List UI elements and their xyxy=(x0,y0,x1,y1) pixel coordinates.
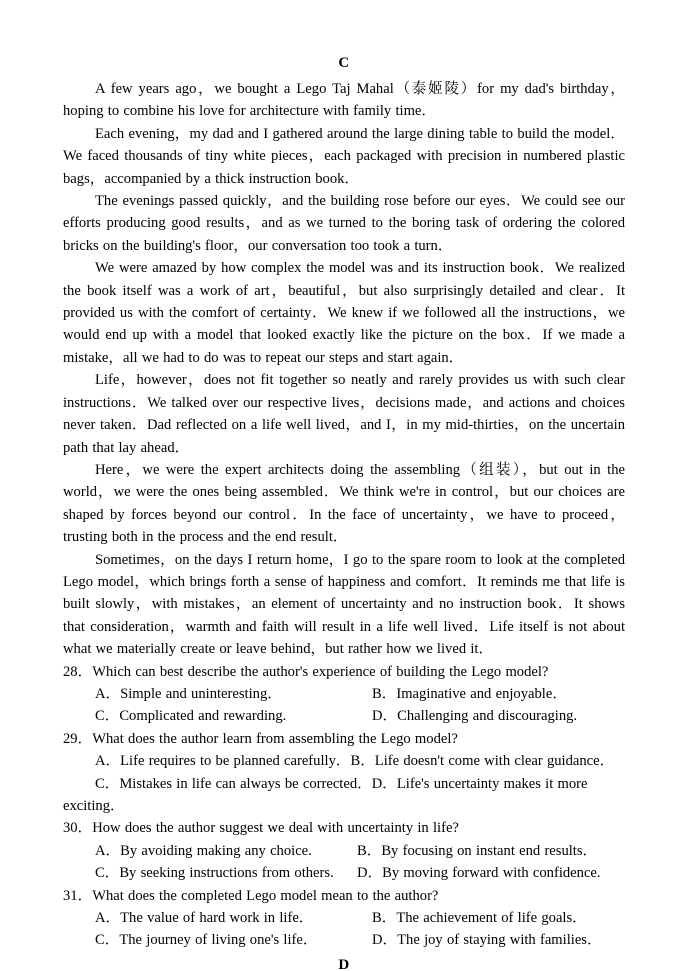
question-28-option-c[interactable]: C．Complicated and rewarding. xyxy=(95,708,287,725)
question-28-options-row-2 xyxy=(63,705,625,727)
question-30-option-d[interactable]: D．By moving forward with confidence. xyxy=(357,865,601,882)
passage-paragraph-2: Each evening，my dad and I gathered around the large dining table to build the model．We faced thousands of tiny white pieces，each packaged with precision in numbered plastic bags，accompanied by a thick instruction book． xyxy=(63,125,625,187)
question-29-options-row-3[interactable]: exciting． xyxy=(63,798,125,814)
question-28-option-d[interactable]: D．Challenging and discouraging. xyxy=(372,708,578,725)
question-30-option-b[interactable]: B．By focusing on instant end results． xyxy=(357,842,598,859)
question-28-option-b[interactable]: B．Imaginative and enjoyable． xyxy=(372,685,567,702)
section-marker-top: C xyxy=(338,55,350,71)
passage-paragraph-3: The evenings passed quickly，and the building rose before our eyes．We could see our efforts producing good results，and as we turned to the boring task of ordering the colored bricks on the building's floor，our conversation too took a turn． xyxy=(63,193,625,254)
question-31-option-d[interactable]: D．The joy of staying with families． xyxy=(372,932,602,949)
question-31-stem xyxy=(63,885,625,907)
question-30-options-row-2 xyxy=(63,862,625,884)
question-31-options-row-2 xyxy=(63,929,625,951)
question-28-text: Which can best describe the author's experience of building the Lego model? xyxy=(92,663,549,680)
question-28-number: 28． xyxy=(63,663,93,680)
question-31-option-c[interactable]: C．The journey of living one's life． xyxy=(95,932,318,949)
passage-paragraph-5: Life，however，does not fit together so neatly and rarely provides us with such clear instructions．We talked over our respective lives，decisions made，and actions and choices never taken．Dad reflected on a life well lived，and I，in my mid-thirties，on the uncertain path that lay ahead． xyxy=(63,372,625,456)
question-29-options-row-1[interactable]: A．Life requires to be planned carefully．B．Life doesn't come with clear guidance． xyxy=(95,753,615,770)
passage-paragraph-1: A few years ago，we bought a Lego Taj Mahal（泰姬陵）for my dad's birthday，hoping to combine his love for architecture with family time． xyxy=(63,81,625,120)
question-29-number: 29． xyxy=(63,730,93,747)
question-29-stem xyxy=(63,728,625,750)
passage-paragraph-7: Sometimes，on the days I return home，I go to the spare room to look at the completed Lego model，which brings forth a sense of happiness and comfort．It reminds me that life is built slowly，with mistakes，an element of uncertainty and no instruction book．It shows that consideration，warmth and faith will result in a life well lived．Life itself is not about what we materially create or leave behind，but rather how we lived it． xyxy=(63,551,625,658)
question-30-number: 30． xyxy=(63,820,93,837)
question-30-options-row-1 xyxy=(63,840,625,862)
question-31-number: 31． xyxy=(63,887,93,904)
question-29-options-row-2[interactable]: C．Mistakes in life can always be corrected．D．Life's uncertainty makes it more xyxy=(95,775,588,792)
question-30-text: How does the author suggest we deal with uncertainty in life? xyxy=(92,820,459,837)
question-30-stem xyxy=(63,817,625,839)
section-marker-bottom: D xyxy=(338,956,350,971)
question-28-options-row-1 xyxy=(63,683,625,705)
question-31-options-row-1 xyxy=(63,907,625,929)
question-30-option-c[interactable]: C．By seeking instructions from others. xyxy=(95,865,334,882)
question-28-option-a[interactable]: A．Simple and uninteresting． xyxy=(95,685,282,702)
question-31-text: What does the completed Lego model mean to the author? xyxy=(92,887,439,904)
question-31-option-a[interactable]: A．The value of hard work in life． xyxy=(95,910,314,927)
question-29-text: What does the author learn from assembling the Lego model? xyxy=(92,730,458,747)
passage-paragraph-4: We were amazed by how complex the model was and its instruction book．We realized the book itself was a work of art，beautiful，but also surprisingly detailed and clear．It provided us with the comfort of certainty．We knew if we followed all the instructions，we would end up with a model that looked exactly like the picture on the box．If we made a mistake，all we had to do was to repeat our steps and start again． xyxy=(63,260,625,366)
question-28-stem xyxy=(63,661,625,683)
question-30-option-a[interactable]: A．By avoiding making any choice. xyxy=(95,842,312,859)
passage-paragraph-6: Here，we were the expert architects doing the assembling（组装），but out in the world，we were the ones being assembled．We think we're in control，but our choices are shaped by forces beyond our control．In the face of uncertainty，we have to proceed，trusting both in the process and the end result． xyxy=(63,461,625,546)
question-31-option-b[interactable]: B．The achievement of life goals． xyxy=(372,910,587,927)
